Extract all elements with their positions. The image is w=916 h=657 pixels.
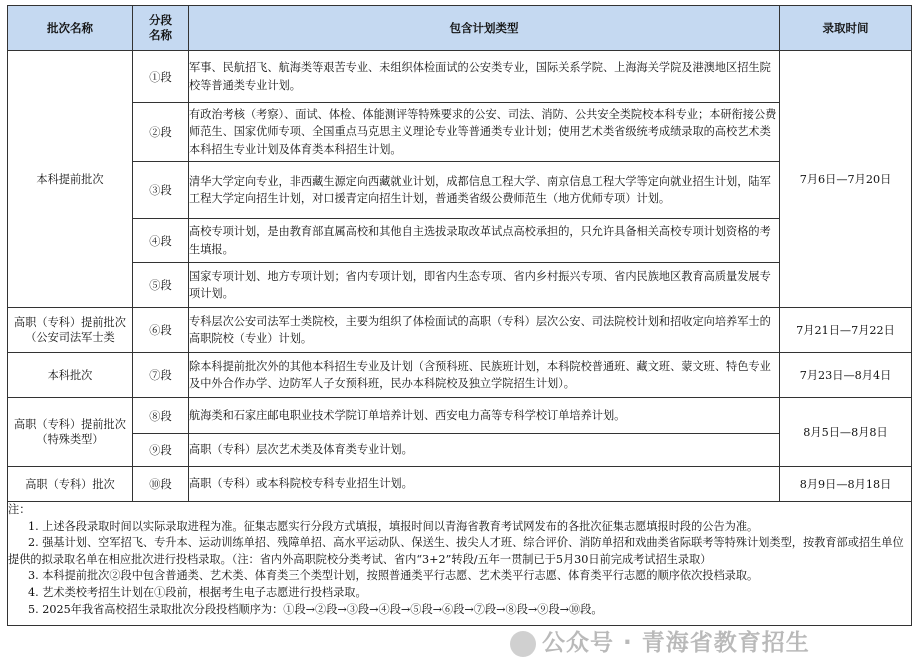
admission-time-cell: 8月5日—8月8日 [780, 398, 912, 467]
header-admission-time: 录取时间 [780, 6, 912, 51]
note-item: 5. 2025年我省高校招生录取批次分段投档顺序为：①段→②段→③段→④段→⑤段→⑥段→⑦段→⑧段→⑨段→⑩段。 [28, 602, 603, 616]
segment-cell: ⑤段 [133, 263, 189, 308]
admission-time-cell: 7月21日—7月22日 [780, 308, 912, 353]
segment-cell: ⑩段 [133, 467, 189, 502]
note-item: 1. 上述各段录取时间以实际录取进程为准。征集志愿实行分段方式填报，填报时间以青海省教育考试网发布的各批次征集志愿填报时段的公告为准。 [28, 519, 759, 533]
table-row [8, 434, 912, 467]
notes-label: 注： [8, 503, 31, 516]
table-row [8, 467, 912, 502]
note-item: 4. 艺术类校考招生计划在①段前，根据考生电子志愿进行投档录取。 [28, 585, 367, 599]
wechat-icon [510, 631, 536, 657]
plan-description: 清华大学定向专业，非西藏生源定向西藏就业计划，成都信息工程大学、南京信息工程大学等定向就业招生计划，陆军工程大学定向招生计划，对口援青定向招生计划，普通类省级公费师范生（地方优师专项）计划。 [189, 162, 780, 219]
segment-cell: ⑨段 [133, 434, 189, 467]
segment-cell: ④段 [133, 219, 189, 263]
batch-cell: 本科批次 [8, 353, 133, 398]
table-row [8, 162, 912, 219]
plan-description: 专科层次公安司法军士类院校，主要为组织了体检面试的高职（专科）层次公安、司法院校计划和招收定向培养军士的高职院校（专业）计划。 [189, 308, 780, 353]
admission-time-cell: 7月6日—7月20日 [780, 51, 912, 308]
admission-schedule-table [7, 5, 912, 626]
table-row [8, 353, 912, 398]
header-plan-type: 包含计划类型 [189, 6, 780, 51]
watermark [510, 624, 810, 657]
segment-cell: ⑧段 [133, 398, 189, 434]
notes-cell [8, 502, 912, 626]
segment-cell: ①段 [133, 51, 189, 103]
admission-time-cell: 8月9日—8月18日 [780, 467, 912, 502]
plan-description: 航海类和石家庄邮电职业技术学院订单培养计划、西安电力高等专科学校订单培养计划。 [189, 398, 780, 434]
table-row [8, 51, 912, 103]
plan-description: 高职（专科）层次艺术类及体育类专业计划。 [189, 434, 780, 467]
plan-description: 除本科提前批次外的其他本科招生专业及计划（含预科班、民族班计划，本科院校普通班、藏文班、蒙文班、特色专业及中外合作办学、边防军人子女预科班，民办本科院校及独立学院招生计划）。 [189, 353, 780, 398]
plan-description: 国家专项计划、地方专项计划；省内专项计划，即省内生态专项、省内乡村振兴专项、省内民族地区教育高质量发展专项计划。 [189, 263, 780, 308]
segment-cell: ②段 [133, 103, 189, 162]
batch-cell: 高职（专科）提前批次 （特殊类型） [8, 398, 133, 467]
header-batch-name: 批次名称 [8, 6, 133, 51]
plan-description: 军事、民航招飞、航海类等艰苦专业、未组织体检面试的公安类专业，国际关系学院、上海海关学院及港澳地区招生院校等普通类专业计划。 [189, 51, 780, 103]
segment-cell: ③段 [133, 162, 189, 219]
table-header-row [8, 6, 912, 51]
note-item: 3. 本科提前批次②段中包含普通类、艺术类、体育类三个类型计划，按照普通类平行志愿、艺术类平行志愿、体育类平行志愿的顺序依次投档录取。 [28, 569, 759, 583]
batch-cell: 高职（专科）批次 [8, 467, 133, 502]
note-item: 2. 强基计划、空军招飞、专升本、运动训练单招、残障单招、高水平运动队、保送生、拔尖人才班、综合评价、消防单招和戏曲类省际联考等特殊计划类型，按教育部或招生单位提供的拟录取名单在相应批次进行投档录取。（注：省内外高职院校分类考试、省内“3+2”转段/五年一贯制已于5月30日前完成考试招生录取） [8, 536, 904, 566]
plan-description: 高校专项计划，是由教育部直属高校和其他自主选拔录取改革试点高校承担的，只允许具备相关高校专项计划资格的考生填报。 [189, 219, 780, 263]
table-row [8, 103, 912, 162]
header-segment-name: 分段 名称 [133, 6, 189, 51]
segment-cell: ⑦段 [133, 353, 189, 398]
plan-description: 高职（专科）或本科院校专科专业招生计划。 [189, 467, 780, 502]
notes-row [8, 502, 912, 626]
table-row [8, 263, 912, 308]
batch-cell: 高职（专科）提前批次 （公安司法军士类 [8, 308, 133, 353]
plan-description: 有政治考核（考察）、面试、体检、体能测评等特殊要求的公安、司法、消防、公共安全类院校本科专业；本研衔接公费师范生、国家优师专项、全国重点马克思主义理论专业等普通类专业计划；使用艺术类省级统考成绩录取的高校艺术类本科招生专业计划及体育类本科招生计划。 [189, 103, 780, 162]
segment-cell: ⑥段 [133, 308, 189, 353]
admission-time-cell: 7月23日—8月4日 [780, 353, 912, 398]
table-row [8, 219, 912, 263]
watermark-text: 公众号 · 青海省教育招生 [542, 630, 810, 656]
batch-cell: 本科提前批次 [8, 51, 133, 308]
table-row [8, 398, 912, 434]
table-row [8, 308, 912, 353]
